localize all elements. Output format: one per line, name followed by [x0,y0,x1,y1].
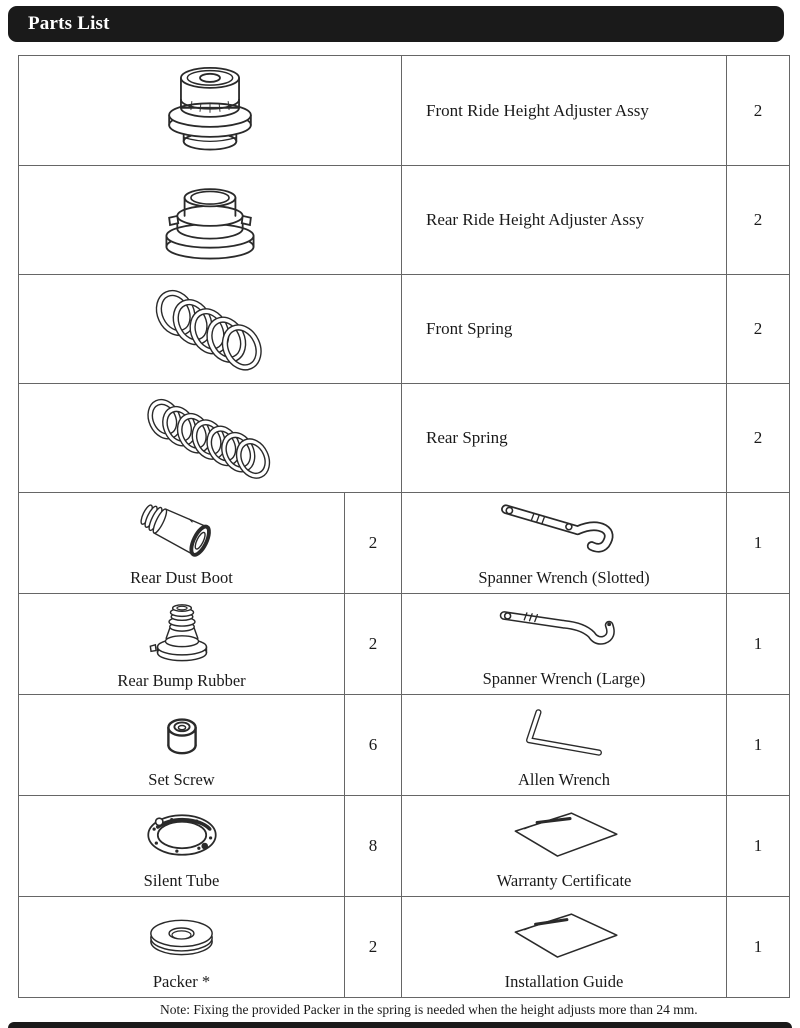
part-qty: 1 [726,796,789,896]
rear-bump-rubber-icon [135,598,229,670]
table-row [19,492,789,593]
part-qty: 1 [726,695,789,795]
parts-table [18,55,790,998]
part-name: Allen Wrench [517,770,611,789]
part-name: Spanner Wrench (Slotted) [478,568,650,587]
installation-guide-icon [498,904,631,968]
table-row [19,795,789,896]
rear-ride-height-adjuster-icon [151,172,269,268]
part-cell [401,695,726,795]
part-name: Front Ride Height Adjuster Assy [401,56,726,165]
table-row [19,383,789,492]
part-cell [401,493,726,593]
table-row [19,274,789,383]
footnote: Note: Fixing the provided Packer in the spring is needed when the height adjusts more than 24 mm. [160,1002,698,1017]
table-row [19,694,789,795]
part-illustration-cell [498,796,631,870]
part-cell [19,695,344,795]
rear-spring-icon [142,391,279,486]
part-illustration-cell [19,384,401,492]
part-illustration-cell [19,166,401,274]
part-qty: 2 [344,594,401,694]
part-name: Packer * [152,972,211,991]
table-row [19,56,789,165]
part-name: Installation Guide [504,972,624,991]
part-name: Set Screw [148,770,215,789]
part-cell [19,796,344,896]
warranty-certificate-icon [498,803,631,867]
part-illustration-cell [134,897,229,971]
table-row [19,165,789,274]
part-qty: 1 [726,897,789,997]
part-qty: 2 [726,56,789,165]
part-qty: 1 [726,594,789,694]
table-row [19,896,789,997]
part-illustration-cell [498,897,631,971]
part-name: Spanner Wrench (Large) [482,669,646,688]
part-name: Rear Dust Boot [130,568,233,587]
silent-tube-icon [127,802,237,868]
part-name: Rear Spring [401,384,726,492]
part-name: Front Spring [401,275,726,383]
part-qty: 2 [726,275,789,383]
part-cell [401,796,726,896]
part-name: Silent Tube [143,871,220,890]
part-qty: 6 [344,695,401,795]
part-qty: 2 [344,897,401,997]
part-name: Warranty Certificate [496,871,632,890]
section-header [8,6,784,42]
part-name: Rear Ride Height Adjuster Assy [401,166,726,274]
part-cell [19,493,344,593]
part-qty: 2 [344,493,401,593]
part-qty: 2 [726,384,789,492]
allen-wrench-icon [498,703,630,765]
part-illustration-cell [498,695,630,769]
rear-dust-boot-icon [129,497,234,567]
part-name: Rear Bump Rubber [117,671,246,690]
part-cell [401,594,726,694]
set-screw-icon [150,705,214,763]
part-illustration-cell [129,493,234,567]
spanner-wrench-slotted-icon [490,497,639,567]
part-illustration-cell [490,594,639,668]
part-illustration-cell [490,493,639,567]
next-section-bar [8,1022,792,1028]
spanner-wrench-large-icon [490,598,639,668]
front-ride-height-adjuster-icon [151,63,269,159]
part-cell [401,897,726,997]
part-qty: 8 [344,796,401,896]
part-cell [19,897,344,997]
part-illustration-cell [135,594,229,670]
part-illustration-cell [127,796,237,870]
part-illustration-cell [19,275,401,383]
part-illustration-cell [150,695,214,769]
front-spring-icon [149,282,272,377]
part-qty: 2 [726,166,789,274]
part-illustration-cell [19,56,401,165]
part-qty: 1 [726,493,789,593]
page-title: Parts List [28,13,110,34]
part-cell [19,594,344,694]
table-row [19,593,789,694]
packer-icon [134,905,229,967]
